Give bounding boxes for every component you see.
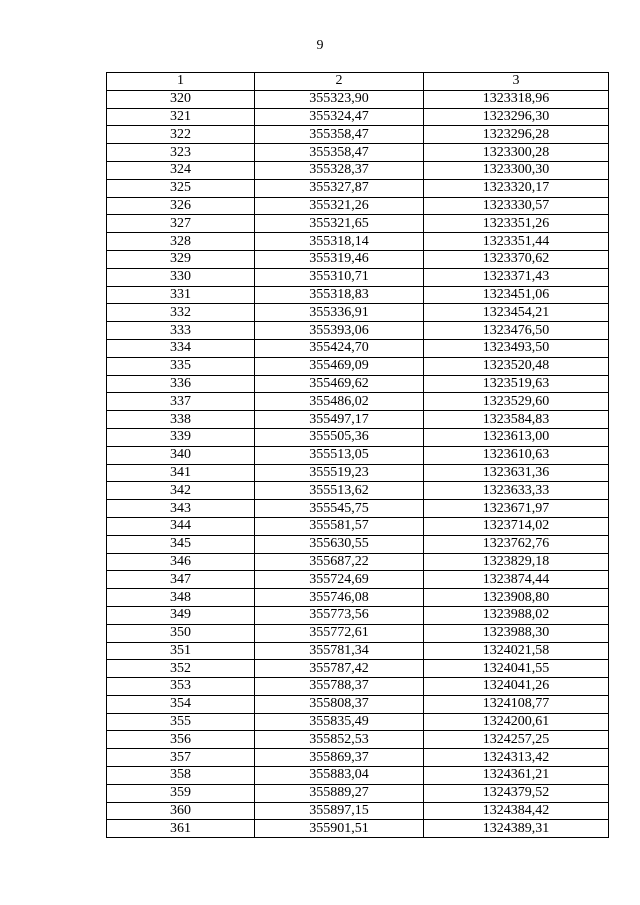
point-number-cell: 341 <box>107 464 255 482</box>
y-coordinate-cell: 1323476,50 <box>424 322 609 340</box>
x-coordinate-cell: 355319,46 <box>255 250 424 268</box>
point-number-cell: 345 <box>107 535 255 553</box>
point-number-cell: 337 <box>107 393 255 411</box>
point-number-cell: 355 <box>107 713 255 731</box>
column-header-2: 2 <box>255 73 424 91</box>
table-row <box>107 286 609 304</box>
y-coordinate-cell: 1324041,55 <box>424 660 609 678</box>
x-coordinate-cell: 355424,70 <box>255 339 424 357</box>
table-row <box>107 179 609 197</box>
table-row <box>107 749 609 767</box>
point-number-cell: 324 <box>107 161 255 179</box>
x-coordinate-cell: 355852,53 <box>255 731 424 749</box>
table-row <box>107 215 609 233</box>
table-body <box>107 90 609 837</box>
table-row <box>107 802 609 820</box>
table-row <box>107 606 609 624</box>
y-coordinate-cell: 1324313,42 <box>424 749 609 767</box>
y-coordinate-cell: 1323296,28 <box>424 126 609 144</box>
column-header-1: 1 <box>107 73 255 91</box>
table-row <box>107 233 609 251</box>
table-row <box>107 571 609 589</box>
y-coordinate-cell: 1323370,62 <box>424 250 609 268</box>
x-coordinate-cell: 355324,47 <box>255 108 424 126</box>
y-coordinate-cell: 1323300,30 <box>424 161 609 179</box>
table-row <box>107 411 609 429</box>
x-coordinate-cell: 355328,37 <box>255 161 424 179</box>
table-row <box>107 713 609 731</box>
y-coordinate-cell: 1323371,43 <box>424 268 609 286</box>
y-coordinate-cell: 1323529,60 <box>424 393 609 411</box>
y-coordinate-cell: 1323300,28 <box>424 144 609 162</box>
y-coordinate-cell: 1324361,21 <box>424 767 609 785</box>
x-coordinate-cell: 355835,49 <box>255 713 424 731</box>
x-coordinate-cell: 355788,37 <box>255 678 424 696</box>
y-coordinate-cell: 1323671,97 <box>424 500 609 518</box>
coordinates-table <box>106 72 609 838</box>
page-number: 9 <box>316 38 324 53</box>
point-number-cell: 333 <box>107 322 255 340</box>
point-number-cell: 361 <box>107 820 255 838</box>
x-coordinate-cell: 355505,36 <box>255 428 424 446</box>
point-number-cell: 360 <box>107 802 255 820</box>
table-row <box>107 695 609 713</box>
x-coordinate-cell: 355772,61 <box>255 624 424 642</box>
table-row <box>107 90 609 108</box>
point-number-cell: 339 <box>107 428 255 446</box>
point-number-cell: 357 <box>107 749 255 767</box>
table-row <box>107 660 609 678</box>
y-coordinate-cell: 1323613,00 <box>424 428 609 446</box>
table-row <box>107 784 609 802</box>
x-coordinate-cell: 355513,62 <box>255 482 424 500</box>
x-coordinate-cell: 355889,27 <box>255 784 424 802</box>
column-header-3: 3 <box>424 73 609 91</box>
y-coordinate-cell: 1323519,63 <box>424 375 609 393</box>
y-coordinate-cell: 1323351,26 <box>424 215 609 233</box>
table-row <box>107 393 609 411</box>
table-row <box>107 482 609 500</box>
table-row <box>107 126 609 144</box>
y-coordinate-cell: 1324379,52 <box>424 784 609 802</box>
point-number-cell: 343 <box>107 500 255 518</box>
x-coordinate-cell: 355310,71 <box>255 268 424 286</box>
y-coordinate-cell: 1324021,58 <box>424 642 609 660</box>
y-coordinate-cell: 1323988,02 <box>424 606 609 624</box>
table-row <box>107 589 609 607</box>
y-coordinate-cell: 1323762,76 <box>424 535 609 553</box>
x-coordinate-cell: 355318,83 <box>255 286 424 304</box>
point-number-cell: 344 <box>107 517 255 535</box>
y-coordinate-cell: 1323320,17 <box>424 179 609 197</box>
table-row <box>107 268 609 286</box>
table-row <box>107 500 609 518</box>
x-coordinate-cell: 355336,91 <box>255 304 424 322</box>
x-coordinate-cell: 355787,42 <box>255 660 424 678</box>
point-number-cell: 358 <box>107 767 255 785</box>
table-row <box>107 357 609 375</box>
table-row <box>107 375 609 393</box>
point-number-cell: 346 <box>107 553 255 571</box>
y-coordinate-cell: 1323988,30 <box>424 624 609 642</box>
x-coordinate-cell: 355781,34 <box>255 642 424 660</box>
table-row <box>107 304 609 322</box>
point-number-cell: 349 <box>107 606 255 624</box>
point-number-cell: 340 <box>107 446 255 464</box>
x-coordinate-cell: 355630,55 <box>255 535 424 553</box>
point-number-cell: 348 <box>107 589 255 607</box>
table-row <box>107 446 609 464</box>
x-coordinate-cell: 355318,14 <box>255 233 424 251</box>
point-number-cell: 320 <box>107 90 255 108</box>
point-number-cell: 359 <box>107 784 255 802</box>
x-coordinate-cell: 355883,04 <box>255 767 424 785</box>
point-number-cell: 327 <box>107 215 255 233</box>
table-row <box>107 517 609 535</box>
x-coordinate-cell: 355545,75 <box>255 500 424 518</box>
point-number-cell: 326 <box>107 197 255 215</box>
table-row <box>107 197 609 215</box>
x-coordinate-cell: 355486,02 <box>255 393 424 411</box>
table-row <box>107 678 609 696</box>
y-coordinate-cell: 1323829,18 <box>424 553 609 571</box>
table-row <box>107 642 609 660</box>
x-coordinate-cell: 355746,08 <box>255 589 424 607</box>
table-row <box>107 731 609 749</box>
table-row <box>107 535 609 553</box>
x-coordinate-cell: 355497,17 <box>255 411 424 429</box>
point-number-cell: 325 <box>107 179 255 197</box>
point-number-cell: 354 <box>107 695 255 713</box>
y-coordinate-cell: 1324257,25 <box>424 731 609 749</box>
x-coordinate-cell: 355358,47 <box>255 126 424 144</box>
table-row <box>107 144 609 162</box>
point-number-cell: 347 <box>107 571 255 589</box>
x-coordinate-cell: 355321,26 <box>255 197 424 215</box>
x-coordinate-cell: 355869,37 <box>255 749 424 767</box>
point-number-cell: 330 <box>107 268 255 286</box>
point-number-cell: 336 <box>107 375 255 393</box>
point-number-cell: 332 <box>107 304 255 322</box>
y-coordinate-cell: 1323493,50 <box>424 339 609 357</box>
point-number-cell: 350 <box>107 624 255 642</box>
table-header-row <box>107 73 609 91</box>
x-coordinate-cell: 355773,56 <box>255 606 424 624</box>
y-coordinate-cell: 1323296,30 <box>424 108 609 126</box>
point-number-cell: 322 <box>107 126 255 144</box>
y-coordinate-cell: 1324041,26 <box>424 678 609 696</box>
x-coordinate-cell: 355808,37 <box>255 695 424 713</box>
x-coordinate-cell: 355469,62 <box>255 375 424 393</box>
table-row <box>107 428 609 446</box>
table-row <box>107 322 609 340</box>
y-coordinate-cell: 1324384,42 <box>424 802 609 820</box>
y-coordinate-cell: 1323610,63 <box>424 446 609 464</box>
y-coordinate-cell: 1323633,33 <box>424 482 609 500</box>
x-coordinate-cell: 355581,57 <box>255 517 424 535</box>
y-coordinate-cell: 1323318,96 <box>424 90 609 108</box>
table-row <box>107 553 609 571</box>
x-coordinate-cell: 355358,47 <box>255 144 424 162</box>
table-row <box>107 108 609 126</box>
y-coordinate-cell: 1324200,61 <box>424 713 609 731</box>
x-coordinate-cell: 355469,09 <box>255 357 424 375</box>
table-row <box>107 767 609 785</box>
y-coordinate-cell: 1323451,06 <box>424 286 609 304</box>
y-coordinate-cell: 1323908,80 <box>424 589 609 607</box>
point-number-cell: 329 <box>107 250 255 268</box>
x-coordinate-cell: 355519,23 <box>255 464 424 482</box>
point-number-cell: 351 <box>107 642 255 660</box>
y-coordinate-cell: 1323584,83 <box>424 411 609 429</box>
x-coordinate-cell: 355513,05 <box>255 446 424 464</box>
table-row <box>107 820 609 838</box>
x-coordinate-cell: 355724,69 <box>255 571 424 589</box>
table-row <box>107 339 609 357</box>
table-row <box>107 624 609 642</box>
point-number-cell: 335 <box>107 357 255 375</box>
x-coordinate-cell: 355393,06 <box>255 322 424 340</box>
point-number-cell: 321 <box>107 108 255 126</box>
y-coordinate-cell: 1323330,57 <box>424 197 609 215</box>
point-number-cell: 323 <box>107 144 255 162</box>
y-coordinate-cell: 1324389,31 <box>424 820 609 838</box>
y-coordinate-cell: 1323520,48 <box>424 357 609 375</box>
y-coordinate-cell: 1323454,21 <box>424 304 609 322</box>
x-coordinate-cell: 355687,22 <box>255 553 424 571</box>
point-number-cell: 356 <box>107 731 255 749</box>
x-coordinate-cell: 355897,15 <box>255 802 424 820</box>
point-number-cell: 328 <box>107 233 255 251</box>
table-row <box>107 161 609 179</box>
table-row <box>107 464 609 482</box>
point-number-cell: 331 <box>107 286 255 304</box>
x-coordinate-cell: 355321,65 <box>255 215 424 233</box>
point-number-cell: 334 <box>107 339 255 357</box>
y-coordinate-cell: 1323351,44 <box>424 233 609 251</box>
point-number-cell: 342 <box>107 482 255 500</box>
y-coordinate-cell: 1323874,44 <box>424 571 609 589</box>
x-coordinate-cell: 355901,51 <box>255 820 424 838</box>
x-coordinate-cell: 355323,90 <box>255 90 424 108</box>
y-coordinate-cell: 1323714,02 <box>424 517 609 535</box>
point-number-cell: 352 <box>107 660 255 678</box>
point-number-cell: 338 <box>107 411 255 429</box>
y-coordinate-cell: 1324108,77 <box>424 695 609 713</box>
table-row <box>107 250 609 268</box>
point-number-cell: 353 <box>107 678 255 696</box>
y-coordinate-cell: 1323631,36 <box>424 464 609 482</box>
x-coordinate-cell: 355327,87 <box>255 179 424 197</box>
